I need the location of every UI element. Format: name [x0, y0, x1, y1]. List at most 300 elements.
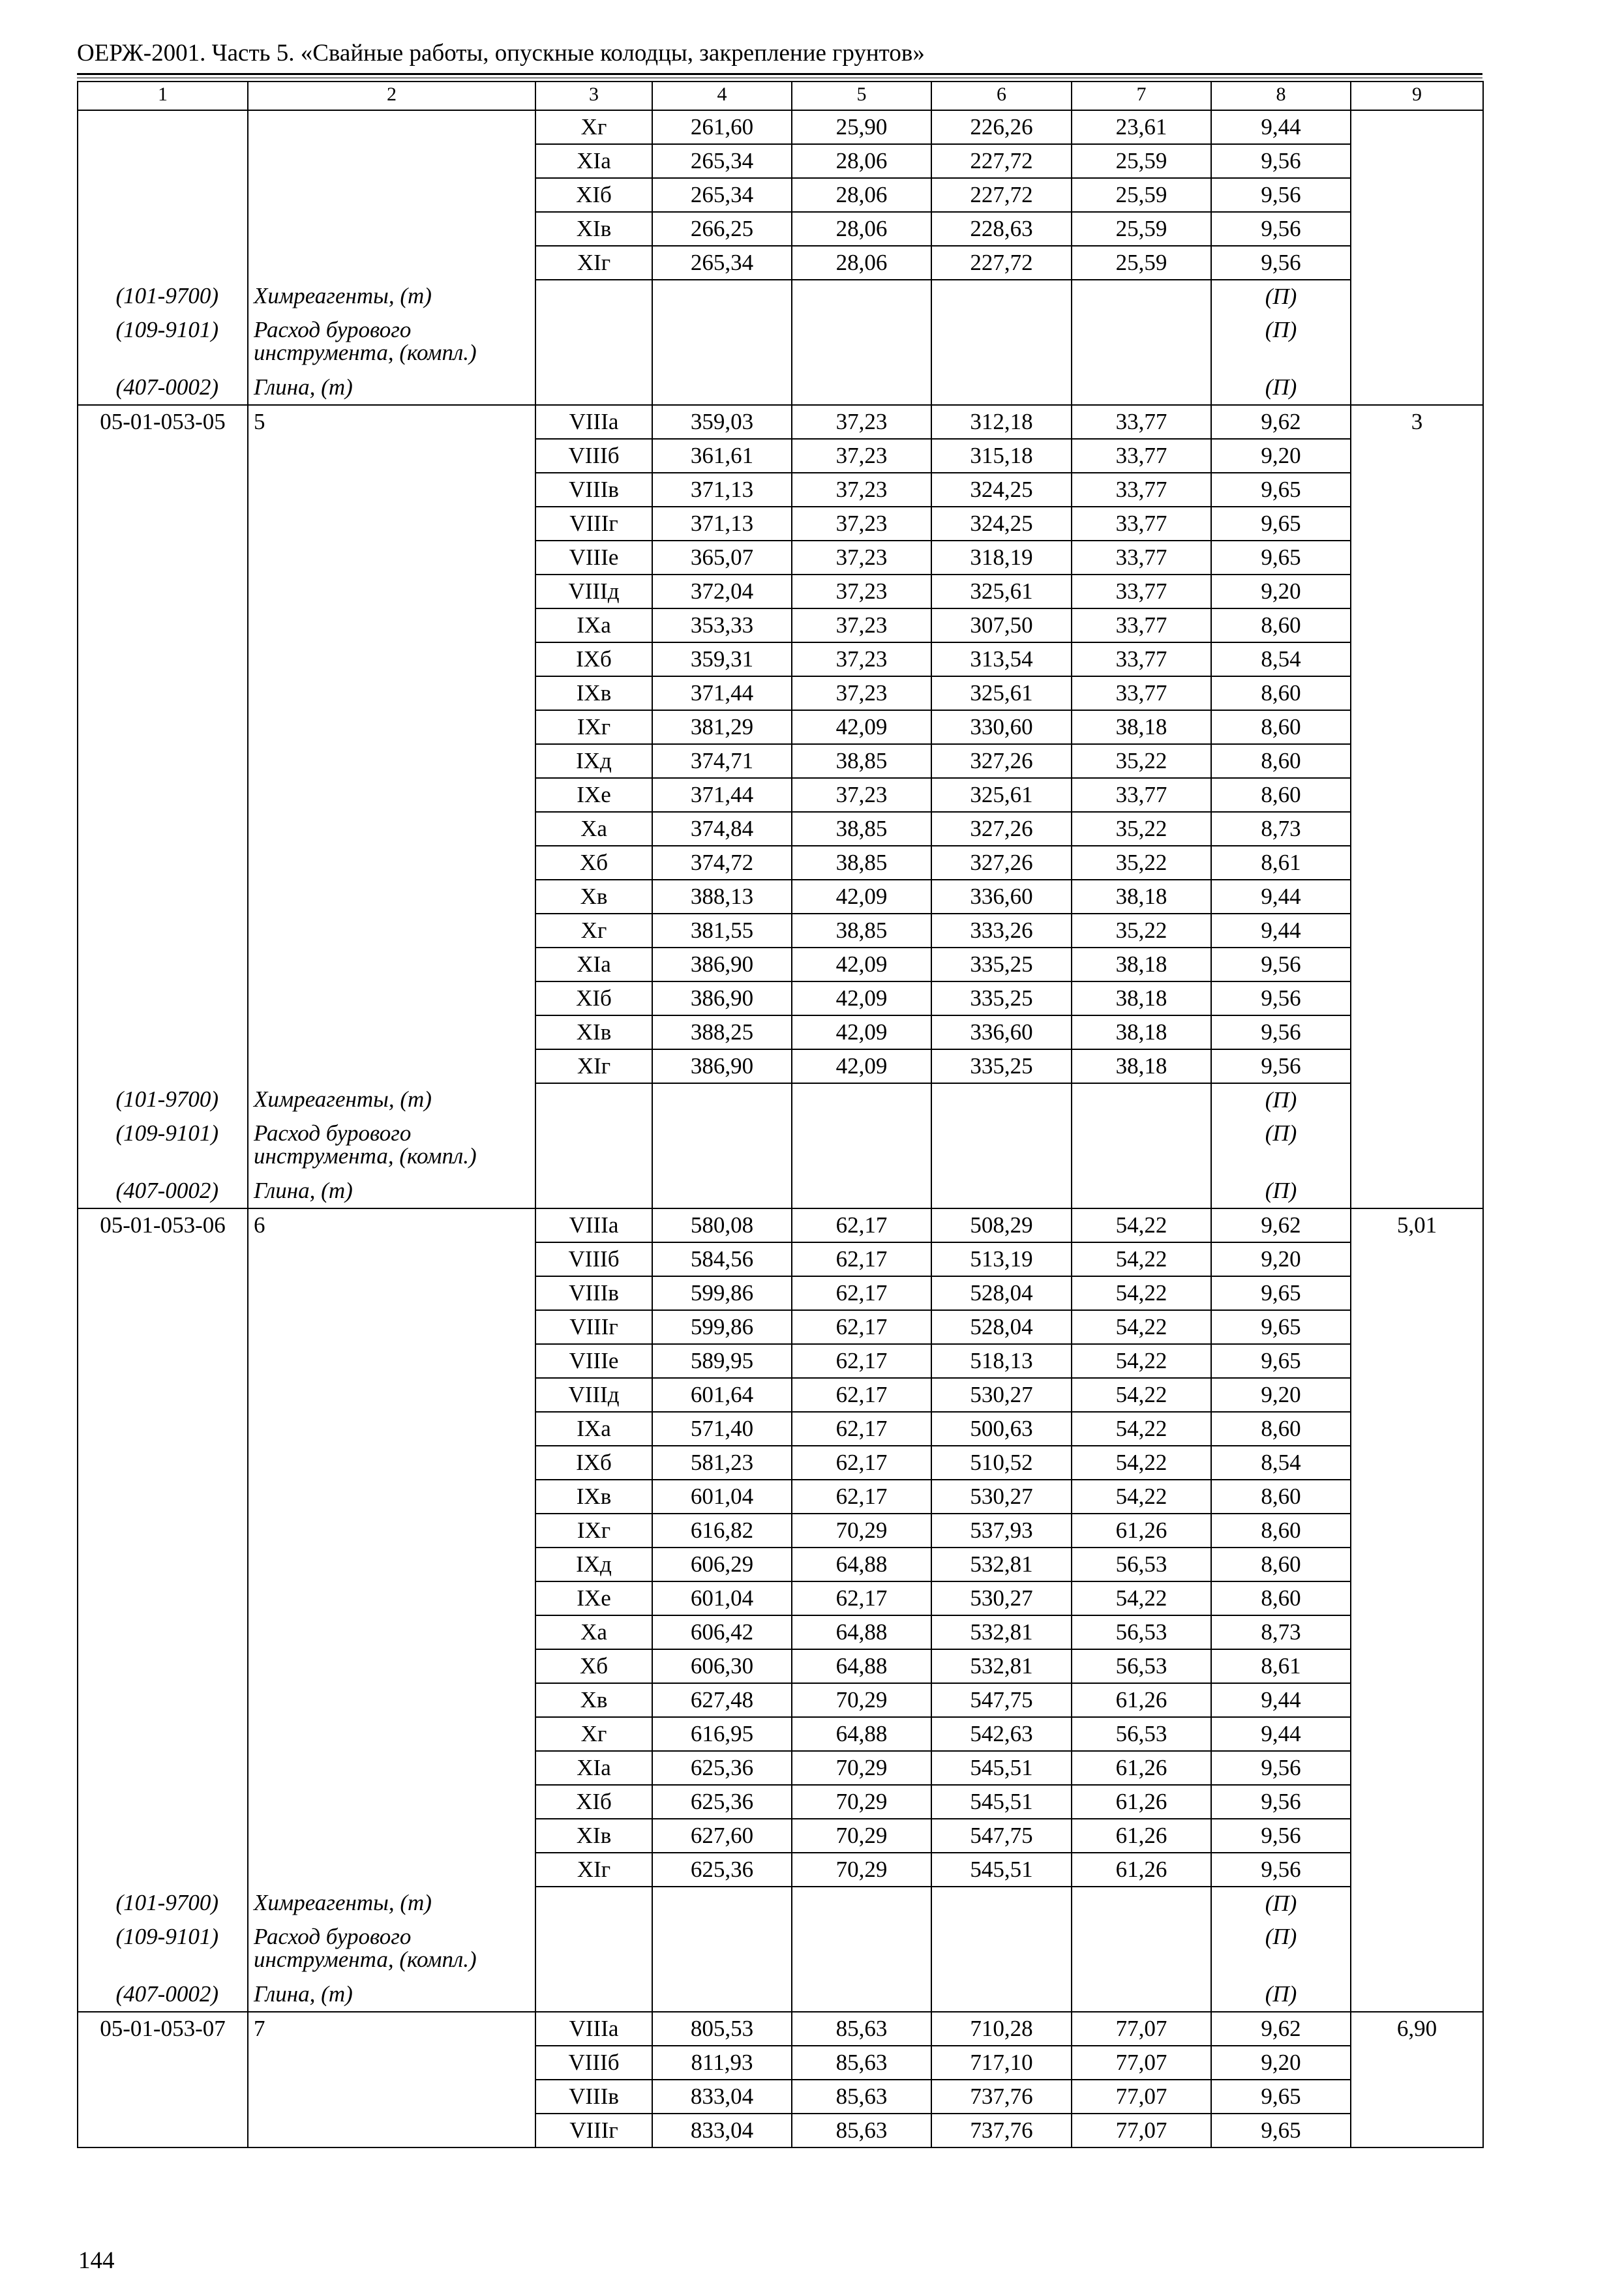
value-cell: 581,23 [652, 1446, 792, 1480]
table-row [78, 1049, 1483, 1083]
value-cell: 9,65 [1211, 2114, 1351, 2147]
resource-row [78, 371, 1483, 405]
value-cell: 500,63 [931, 1412, 1072, 1446]
col9-cell [1351, 1015, 1483, 1049]
number-cell [248, 1581, 535, 1615]
value-cell: 42,09 [792, 880, 931, 914]
value-cell: 61,26 [1072, 1853, 1211, 1887]
value-cell: 37,23 [792, 608, 931, 642]
col9-cell [1351, 1785, 1483, 1819]
table-row [78, 880, 1483, 914]
empty-cell [1351, 314, 1483, 371]
value-cell: 38,18 [1072, 981, 1211, 1015]
empty-cell [535, 1978, 652, 2012]
value-cell: 9,65 [1211, 473, 1351, 507]
col9-cell [1351, 1548, 1483, 1581]
code-cell [78, 880, 248, 914]
table-row [78, 473, 1483, 507]
number-cell [248, 2046, 535, 2080]
number-cell [248, 1015, 535, 1049]
col9-cell [1351, 2080, 1483, 2114]
table-row [78, 2046, 1483, 2080]
value-cell: 61,26 [1072, 1819, 1211, 1853]
number-cell [248, 144, 535, 178]
column-number: 9 [1351, 82, 1483, 110]
value-cell: 77,07 [1072, 2114, 1211, 2147]
col9-cell [1351, 212, 1483, 246]
value-cell: 70,29 [792, 1751, 931, 1785]
value-cell: IXб [535, 1446, 652, 1480]
value-cell: Xв [535, 880, 652, 914]
value-cell: 54,22 [1072, 1310, 1211, 1344]
col9-cell [1351, 1853, 1483, 1887]
table-row [78, 1548, 1483, 1581]
value-cell: 35,22 [1072, 914, 1211, 948]
value-cell: IXв [535, 676, 652, 710]
value-cell: 571,40 [652, 1412, 792, 1446]
empty-cell [535, 314, 652, 371]
number-cell: 5 [248, 405, 535, 439]
resource-mark: (П) [1265, 1120, 1297, 1146]
resource-code-cell [78, 1921, 248, 1978]
value-cell: 9,56 [1211, 1015, 1351, 1049]
value-cell: 9,20 [1211, 575, 1351, 608]
value-cell: 811,93 [652, 2046, 792, 2080]
code-cell [78, 846, 248, 880]
table-row [78, 1785, 1483, 1819]
value-cell: 584,56 [652, 1242, 792, 1276]
value-cell: 313,54 [931, 642, 1072, 676]
number-cell [248, 1344, 535, 1378]
empty-cell [1072, 1117, 1211, 1174]
value-cell: 9,62 [1211, 2012, 1351, 2046]
code-cell [78, 541, 248, 575]
code-cell [78, 642, 248, 676]
value-cell: XIб [535, 178, 652, 212]
number-cell [248, 778, 535, 812]
value-cell: 371,44 [652, 778, 792, 812]
resource-code-cell [78, 1887, 248, 1921]
table-row [78, 1310, 1483, 1344]
value-cell: 64,88 [792, 1717, 931, 1751]
code-cell [78, 1853, 248, 1887]
number-cell [248, 1480, 535, 1514]
value-cell: 62,17 [792, 1412, 931, 1446]
resource-code: (109-9101) [115, 1120, 218, 1146]
number-cell [248, 178, 535, 212]
value-cell: 8,60 [1211, 710, 1351, 744]
code-cell [78, 1819, 248, 1853]
value-cell: 35,22 [1072, 846, 1211, 880]
number-cell [248, 880, 535, 914]
table-row [78, 812, 1483, 846]
empty-cell [1351, 371, 1483, 405]
value-cell: Xа [535, 812, 652, 846]
empty-cell [1072, 1978, 1211, 2012]
value-cell: 42,09 [792, 1049, 931, 1083]
value-cell: 62,17 [792, 1378, 931, 1412]
col9-cell [1351, 2114, 1483, 2147]
resource-name: Расход бурового [254, 317, 412, 342]
number-cell [248, 676, 535, 710]
number-cell [248, 110, 535, 144]
code-cell [78, 1581, 248, 1615]
value-cell: 365,07 [652, 541, 792, 575]
empty-cell [652, 1083, 792, 1117]
table-row [78, 1615, 1483, 1649]
empty-cell [931, 371, 1072, 405]
resource-mark-cell [1211, 280, 1351, 314]
value-cell: 265,34 [652, 144, 792, 178]
table-row [78, 1446, 1483, 1480]
col9-cell [1351, 880, 1483, 914]
code-cell [78, 710, 248, 744]
value-cell: 8,54 [1211, 1446, 1351, 1480]
value-cell: 64,88 [792, 1615, 931, 1649]
value-cell: 38,18 [1072, 1049, 1211, 1083]
col9-cell [1351, 914, 1483, 948]
empty-cell [931, 280, 1072, 314]
value-cell: 42,09 [792, 981, 931, 1015]
value-cell: 336,60 [931, 880, 1072, 914]
number-cell [248, 914, 535, 948]
value-cell: 8,60 [1211, 676, 1351, 710]
resource-code-cell [78, 1978, 248, 2012]
table-row [78, 710, 1483, 744]
code-cell [78, 1276, 248, 1310]
value-cell: 38,18 [1072, 1015, 1211, 1049]
code-cell [78, 178, 248, 212]
value-cell: 228,63 [931, 212, 1072, 246]
value-cell: 28,06 [792, 212, 931, 246]
number-cell [248, 439, 535, 473]
value-cell: 54,22 [1072, 1344, 1211, 1378]
empty-cell [1072, 1887, 1211, 1921]
table-row [78, 1751, 1483, 1785]
empty-cell [652, 314, 792, 371]
value-cell: 710,28 [931, 2012, 1072, 2046]
col9-cell [1351, 1615, 1483, 1649]
value-cell: 528,04 [931, 1276, 1072, 1310]
value-cell: 361,61 [652, 439, 792, 473]
resource-code: (109-9101) [115, 317, 218, 342]
col9-cell [1351, 1717, 1483, 1751]
code-cell [78, 1785, 248, 1819]
resource-name: Химреагенты, (т) [254, 1890, 432, 1915]
value-cell: 386,90 [652, 1049, 792, 1083]
table-row [78, 1853, 1483, 1887]
value-cell: 627,60 [652, 1819, 792, 1853]
table-row [78, 2012, 1483, 2046]
empty-cell [792, 1117, 931, 1174]
value-cell: 56,53 [1072, 1649, 1211, 1683]
resource-name: Химреагенты, (т) [254, 1086, 432, 1112]
value-cell: 37,23 [792, 642, 931, 676]
empty-cell [931, 1083, 1072, 1117]
code-cell [78, 1683, 248, 1717]
resource-mark: (П) [1265, 284, 1297, 309]
resource-row [78, 1887, 1483, 1921]
value-cell: 64,88 [792, 1548, 931, 1581]
value-cell: IXе [535, 1581, 652, 1615]
resource-name: Глина, (т) [254, 374, 353, 400]
value-cell: 8,61 [1211, 1649, 1351, 1683]
code-cell [78, 110, 248, 144]
col9-cell [1351, 812, 1483, 846]
value-cell: 33,77 [1072, 473, 1211, 507]
table-row [78, 1378, 1483, 1412]
value-cell: 38,85 [792, 744, 931, 778]
value-cell: 37,23 [792, 778, 931, 812]
number-cell: 7 [248, 2012, 535, 2046]
empty-cell [535, 1887, 652, 1921]
number-cell [248, 1548, 535, 1581]
col9-cell [1351, 642, 1483, 676]
empty-cell [535, 1117, 652, 1174]
value-cell: 528,04 [931, 1310, 1072, 1344]
value-cell: 37,23 [792, 405, 931, 439]
value-cell: VIIIа [535, 2012, 652, 2046]
number-cell [248, 710, 535, 744]
value-cell: 537,93 [931, 1514, 1072, 1548]
resource-name-line2: инструмента, (компл.) [254, 1947, 477, 1972]
value-cell: VIIIв [535, 1276, 652, 1310]
value-cell: 8,61 [1211, 846, 1351, 880]
value-cell: 9,56 [1211, 981, 1351, 1015]
value-cell: Xг [535, 914, 652, 948]
number-cell [248, 981, 535, 1015]
value-cell: XIв [535, 1015, 652, 1049]
empty-cell [652, 1921, 792, 1978]
empty-cell [1351, 1174, 1483, 1208]
resource-mark-cell [1211, 1978, 1351, 2012]
value-cell: 532,81 [931, 1615, 1072, 1649]
number-cell [248, 1819, 535, 1853]
value-cell: 70,29 [792, 1819, 931, 1853]
code-cell [78, 1049, 248, 1083]
value-cell: 33,77 [1072, 541, 1211, 575]
value-cell: 8,60 [1211, 1514, 1351, 1548]
value-cell: 54,22 [1072, 1480, 1211, 1514]
value-cell: 9,56 [1211, 212, 1351, 246]
value-cell: 371,13 [652, 473, 792, 507]
empty-cell [535, 371, 652, 405]
resource-code: (407-0002) [115, 374, 218, 400]
code-cell [78, 1751, 248, 1785]
value-cell: 54,22 [1072, 1276, 1211, 1310]
value-cell: 606,30 [652, 1649, 792, 1683]
number-cell [248, 1615, 535, 1649]
value-cell: 547,75 [931, 1819, 1072, 1853]
resource-row [78, 1921, 1483, 1978]
resource-name-cell [248, 1921, 535, 1978]
col9-cell [1351, 744, 1483, 778]
value-cell: VIIIг [535, 507, 652, 541]
resource-code: (101-9700) [115, 283, 218, 308]
code-cell [78, 2080, 248, 2114]
value-cell: 62,17 [792, 1310, 931, 1344]
code-cell [78, 1615, 248, 1649]
col9-cell [1351, 710, 1483, 744]
value-cell: VIIIб [535, 439, 652, 473]
table-row [78, 1242, 1483, 1276]
value-cell: 42,09 [792, 710, 931, 744]
value-cell: XIа [535, 1751, 652, 1785]
empty-cell [1351, 1978, 1483, 2012]
code-cell [78, 1344, 248, 1378]
empty-cell [1072, 314, 1211, 371]
value-cell: 737,76 [931, 2080, 1072, 2114]
number-cell [248, 541, 535, 575]
value-cell: 266,25 [652, 212, 792, 246]
value-cell: 8,60 [1211, 1412, 1351, 1446]
empty-cell [652, 1117, 792, 1174]
col9-cell [1351, 1581, 1483, 1615]
value-cell: 336,60 [931, 1015, 1072, 1049]
empty-cell [931, 1921, 1072, 1978]
value-cell: 37,23 [792, 439, 931, 473]
number-cell [248, 846, 535, 880]
column-number: 8 [1211, 82, 1351, 110]
resource-code: (101-9700) [115, 1890, 218, 1915]
value-cell: 359,31 [652, 642, 792, 676]
value-cell: 70,29 [792, 1514, 931, 1548]
resource-name-cell [248, 280, 535, 314]
table-row [78, 507, 1483, 541]
empty-cell [1072, 371, 1211, 405]
value-cell: 61,26 [1072, 1785, 1211, 1819]
col9-cell [1351, 575, 1483, 608]
number-cell [248, 1446, 535, 1480]
value-cell: 85,63 [792, 2046, 931, 2080]
value-cell: XIг [535, 246, 652, 280]
table-row [78, 642, 1483, 676]
code-cell: 05-01-053-07 [78, 2012, 248, 2046]
code-cell [78, 1310, 248, 1344]
value-cell: 33,77 [1072, 575, 1211, 608]
number-cell [248, 1049, 535, 1083]
value-cell: 35,22 [1072, 744, 1211, 778]
value-cell: 70,29 [792, 1683, 931, 1717]
col9-cell [1351, 1049, 1483, 1083]
value-cell: IXа [535, 1412, 652, 1446]
resource-code-cell [78, 371, 248, 405]
code-cell: 05-01-053-05 [78, 405, 248, 439]
table-row [78, 246, 1483, 280]
number-cell [248, 507, 535, 541]
value-cell: XIа [535, 144, 652, 178]
table-row [78, 1276, 1483, 1310]
value-cell: 325,61 [931, 575, 1072, 608]
value-cell: 85,63 [792, 2114, 931, 2147]
value-cell: 23,61 [1072, 110, 1211, 144]
col9-cell [1351, 1480, 1483, 1514]
number-cell [248, 1751, 535, 1785]
code-cell [78, 608, 248, 642]
table-row [78, 541, 1483, 575]
value-cell: 25,59 [1072, 144, 1211, 178]
value-cell: 38,18 [1072, 710, 1211, 744]
value-cell: 8,60 [1211, 1480, 1351, 1514]
code-cell [78, 212, 248, 246]
value-cell: 33,77 [1072, 642, 1211, 676]
value-cell: 9,20 [1211, 1378, 1351, 1412]
value-cell: VIIIд [535, 575, 652, 608]
table-row [78, 212, 1483, 246]
code-cell [78, 812, 248, 846]
value-cell: 62,17 [792, 1344, 931, 1378]
value-cell: IXе [535, 778, 652, 812]
value-cell: VIIIв [535, 2080, 652, 2114]
table-row [78, 846, 1483, 880]
value-cell: 388,25 [652, 1015, 792, 1049]
value-cell: 37,23 [792, 541, 931, 575]
column-number-row [78, 82, 1483, 110]
col9-cell [1351, 1412, 1483, 1446]
resource-row [78, 1117, 1483, 1174]
value-cell: 371,13 [652, 507, 792, 541]
table-row [78, 1717, 1483, 1751]
value-cell: 9,65 [1211, 1344, 1351, 1378]
value-cell: 833,04 [652, 2114, 792, 2147]
table-row [78, 144, 1483, 178]
page-number: 144 [78, 2247, 115, 2274]
value-cell: 261,60 [652, 110, 792, 144]
resource-code: (407-0002) [115, 1178, 218, 1203]
value-cell: IXд [535, 1548, 652, 1581]
empty-cell [1351, 1083, 1483, 1117]
code-cell [78, 914, 248, 948]
empty-cell [652, 371, 792, 405]
value-cell: 9,56 [1211, 948, 1351, 981]
code-cell [78, 1514, 248, 1548]
empty-cell [1351, 1117, 1483, 1174]
code-cell: 05-01-053-06 [78, 1208, 248, 1242]
column-number: 3 [535, 82, 652, 110]
value-cell: IXд [535, 744, 652, 778]
empty-cell [535, 1083, 652, 1117]
value-cell: 510,52 [931, 1446, 1072, 1480]
value-cell: VIIIг [535, 2114, 652, 2147]
resource-row [78, 314, 1483, 371]
value-cell: VIIIе [535, 541, 652, 575]
col9-cell [1351, 1378, 1483, 1412]
value-cell: 518,13 [931, 1344, 1072, 1378]
resource-name-cell [248, 1083, 535, 1117]
value-cell: 9,20 [1211, 2046, 1351, 2080]
number-cell [248, 1310, 535, 1344]
code-cell [78, 1548, 248, 1581]
table-row [78, 405, 1483, 439]
col9-cell: 6,90 [1351, 2012, 1483, 2046]
code-cell [78, 1378, 248, 1412]
value-cell: Xг [535, 110, 652, 144]
resource-mark-cell [1211, 1887, 1351, 1921]
table-row [78, 1514, 1483, 1548]
value-cell: 8,73 [1211, 1615, 1351, 1649]
value-cell: XIв [535, 1819, 652, 1853]
value-cell: 616,82 [652, 1514, 792, 1548]
resource-mark: (П) [1265, 374, 1297, 400]
value-cell: 56,53 [1072, 1548, 1211, 1581]
value-cell: 530,27 [931, 1581, 1072, 1615]
value-cell: 9,65 [1211, 1276, 1351, 1310]
code-cell [78, 1649, 248, 1683]
number-cell [248, 2114, 535, 2147]
value-cell: 324,25 [931, 507, 1072, 541]
empty-cell [792, 280, 931, 314]
empty-cell [652, 280, 792, 314]
